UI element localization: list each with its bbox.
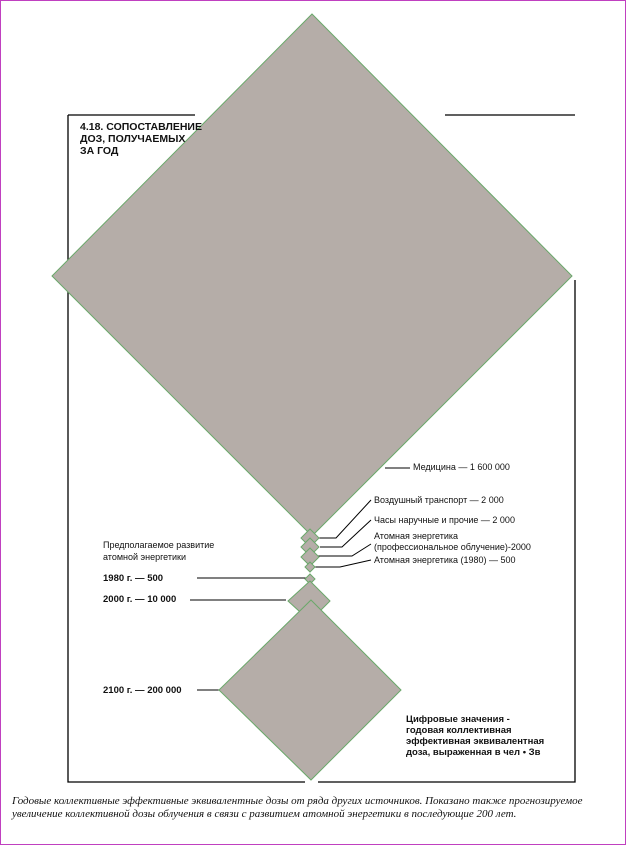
note-line: эффективная эквивалентная — [406, 736, 545, 747]
label-nuclear-1980: Атомная энергетика (1980) — 500 — [374, 555, 516, 565]
projection-heading-line1: Предполагаемое развитие — [103, 540, 215, 550]
label-nuclear-occupational-line1: Атомная энергетика — [374, 531, 459, 541]
diamond-proj-2100 — [219, 600, 401, 780]
title-line: ЗА ГОД — [80, 145, 119, 157]
note-line: доза, выраженная в чел • Зв — [406, 747, 541, 758]
figure-title — [80, 121, 220, 157]
title-line: ДОЗ, ПОЛУЧАЕМЫХ — [80, 133, 186, 145]
projection-heading-line2: атомной энергетики — [103, 552, 187, 562]
note-line: Цифровые значения - — [406, 714, 510, 725]
diamond-nuclear-1980 — [305, 562, 315, 572]
diamond-medicine — [52, 14, 572, 536]
label-proj-1980: 1980 г. — 500 — [103, 573, 164, 584]
label-proj-2100: 2100 г. — 200 000 — [103, 685, 182, 696]
label-watches: Часы наручные и прочие — 2 000 — [374, 515, 515, 525]
leader-nuclear-occupational — [318, 544, 371, 556]
note-line: годовая коллективная — [406, 725, 512, 736]
label-proj-2000: 2000 г. — 10 000 — [103, 594, 177, 605]
figure-caption: Годовые коллективные эффективные эквивалентные дозы от ряда других источников. Показано также прогнозируемое увеличение коллективной дозы облучения в связи с развитием атомной энергетики в последующие 200 лет. — [12, 795, 583, 820]
units-note — [406, 714, 544, 758]
label-nuclear-occupational-line2: (профессиональное облучение)-2000 — [374, 542, 531, 552]
label-air-transport: Воздушный транспорт — 2 000 — [374, 495, 504, 505]
label-medicine: Медицина — 1 600 000 — [413, 462, 510, 472]
leader-watches — [320, 520, 371, 547]
title-line: 4.18. СОПОСТАВЛЕНИЕ — [80, 121, 202, 133]
leader-nuclear-1980 — [315, 560, 371, 567]
